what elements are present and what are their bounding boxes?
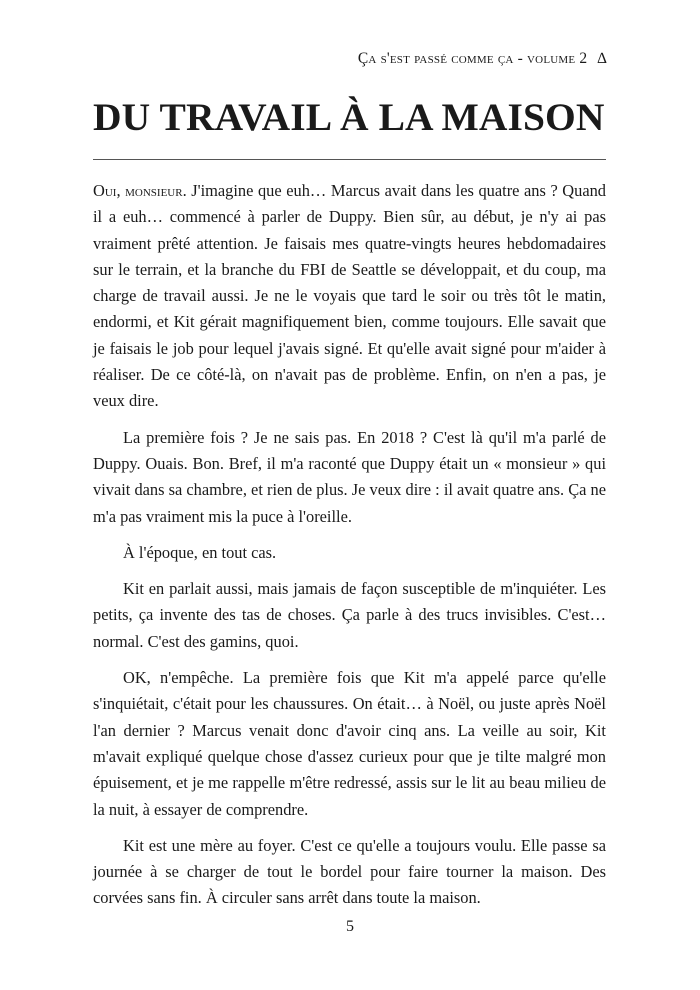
paragraph: La première fois ? Je ne sais pas. En 2018 ? C'est là qu'il m'a parlé de Duppy. Ouais. Bon. Bref, il m'a raconté que Duppy était un « monsieur » qui vivait dans sa chambre, et rien de plus. Je veux dire : il avait quatre ans. Ça ne m'a pas vraiment mis la puce à l'oreille. (93, 427, 606, 526)
paragraph: OK, n'empêche. La première fois que Kit m'a appelé parce qu'elle s'inquiétait, c'était pour les chaussures. On était… à Noël, ou juste après Noël l'an dernier ? Marcus venait donc d'avoir cinq ans. La veille au soir, Kit m'avait expliqué quelque chose d'assez curieux pour que je tilte malgré mon épuisement, et je me rappelle m'être redressé, assis sur le lit au beau milieu de la nuit, à essayer de comprendre. (93, 668, 606, 819)
body-text (93, 178, 606, 922)
paragraph: Kit est une mère au foyer. C'est ce qu'elle a toujours voulu. Elle passe sa journée à se charger de tout le bordel pour faire tourner la maison. Des corvées sans fin. À circuler sans arrêt dans toute la maison. (93, 835, 606, 908)
volume-label: volume 2 (527, 50, 588, 67)
page-number: 5 (346, 918, 354, 935)
running-header (358, 50, 607, 68)
paragraph-text: J'imagine que euh… Marcus avait dans les quatre ans ? Quand il a euh… commencé à parler de Duppy. Bien sûr, au début, je n'y ai pas vraiment prêté attention. Je faisais mes quatre-vingts heures hebdomadaires sur le terrain, et la branche du FBI de Seattle se développait, et du coup, ma charge de travail aussi. Je ne le voyais que tard le soir ou très tôt le matin, endormi, et Kit gérait magnifiquement bien, comme toujours. Elle savait que je faisais le job pour lequel j'avais signé. Et qu'elle avait signé pour m'aider à réaliser. De ce côté-là, on n'avait pas de problème. Enfin, on n'en a pas, je veux dire. (93, 181, 607, 411)
paragraph (93, 178, 606, 415)
header-separator: - (513, 50, 528, 67)
title-divider (93, 159, 606, 160)
paragraph-lead-in: Oui, monsieur. (93, 181, 187, 200)
delta-symbol: ∆ (597, 50, 607, 67)
paragraph: Kit en parlait aussi, mais jamais de façon susceptible de m'inquiéter. Les petits, ça invente des tas de choses. Ça parle à des trucs invisibles. C'est… normal. C'est des gamins, quoi. (93, 579, 606, 651)
chapter-title: DU TRAVAIL À LA MAISON (93, 95, 605, 139)
paragraph: À l'époque, en tout cas. (123, 542, 277, 562)
book-title: Ça s'est passé comme ça (357, 50, 514, 67)
